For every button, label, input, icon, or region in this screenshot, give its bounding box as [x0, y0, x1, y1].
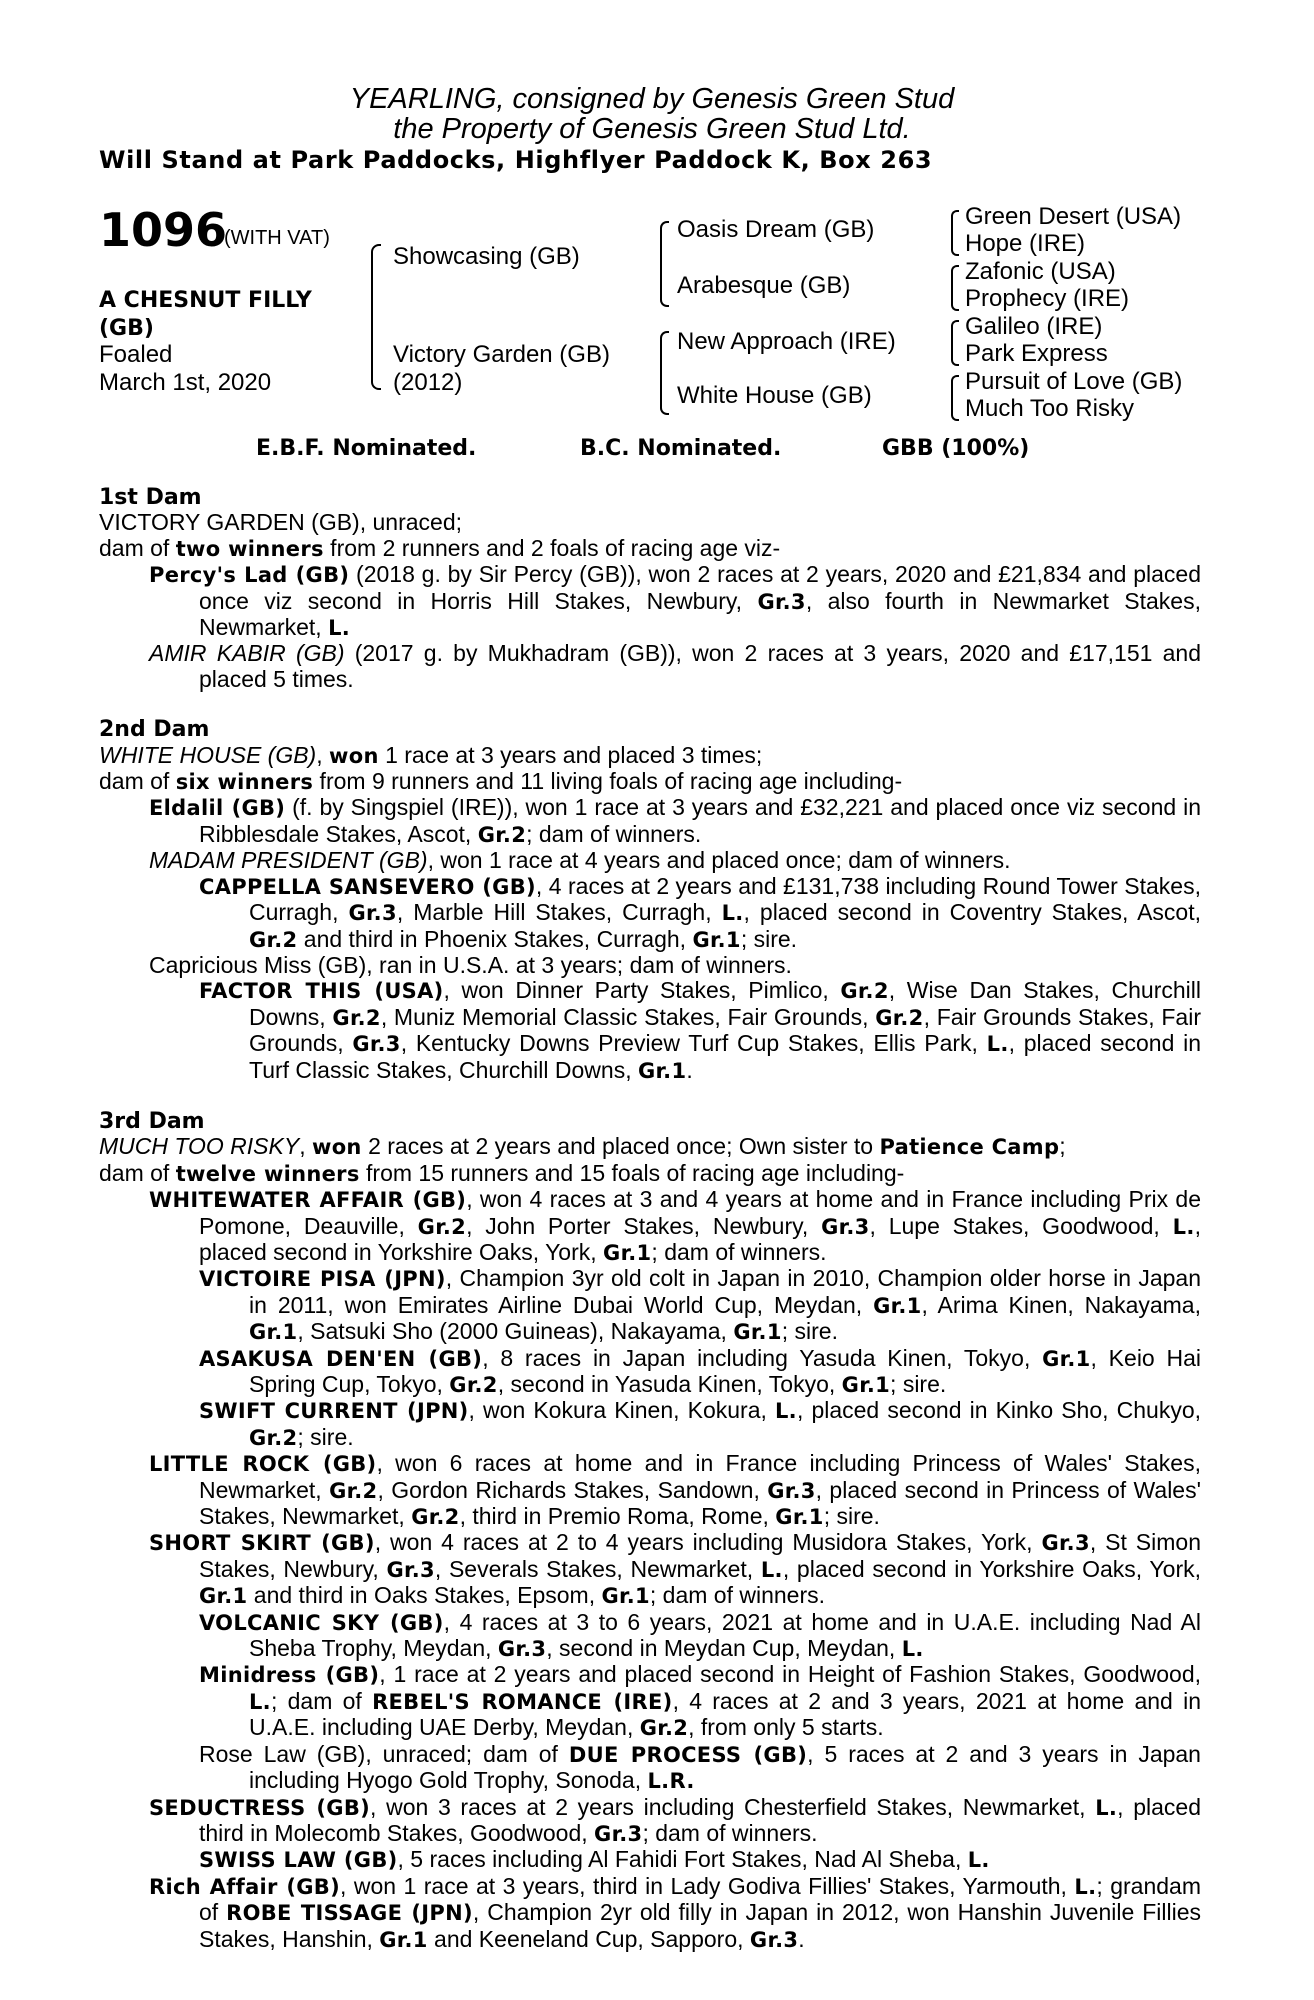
- text-run: ; grandam of: [199, 1872, 1201, 1926]
- bold-text: 2nd Dam: [99, 717, 210, 743]
- bold-text: L.: [986, 1032, 1009, 1057]
- italic-text: MADAM PRESIDENT (GB): [149, 847, 428, 874]
- bold-text: Gr.3: [757, 589, 806, 614]
- progeny-entry: [99, 953, 1201, 978]
- text-run: VICTORY GARDEN (GB), unraced;: [99, 509, 463, 536]
- text-run: , third in Premio Roma, Rome,: [459, 1503, 776, 1530]
- pedigree-sire-dam: Arabesque (GB): [677, 272, 851, 299]
- descendant-entry: [99, 1662, 1201, 1741]
- bold-text: DUE PROCESS (GB): [568, 1742, 808, 1767]
- text-run: ;: [1059, 1133, 1066, 1160]
- bold-text: L.: [328, 616, 351, 641]
- pedigree-g3: Zafonic (USA): [965, 258, 1116, 285]
- pedigree-g6: Park Express: [965, 340, 1108, 367]
- text-run: ,: [299, 1133, 312, 1160]
- pedigree-g8: Much Too Risky: [965, 395, 1134, 422]
- progeny-entry: [99, 1187, 1201, 1266]
- progeny-entry: [99, 1795, 1201, 1848]
- text-run: and Keeneland Cup, Sapporo,: [427, 1925, 750, 1952]
- bold-text: Gr.3: [348, 901, 397, 926]
- progeny-entry: [99, 848, 1201, 873]
- italic-text: WHITE HOUSE (GB): [99, 741, 317, 768]
- text-run: from 2 runners and 2 foals of racing age viz-: [323, 534, 781, 561]
- foaled-label: Foaled: [99, 341, 173, 368]
- text-run: Capricious Miss (GB), ran in U.S.A. at 3 years; dam of winners.: [149, 951, 792, 978]
- bold-text: Gr.3: [1041, 1531, 1090, 1556]
- text-run: and third in Oaks Stakes, Epsom,: [247, 1582, 602, 1609]
- italic-text: MUCH TOO RISKY: [99, 1133, 300, 1160]
- bold-text: Gr.2: [875, 1005, 924, 1030]
- pedigree-g2: Hope (IRE): [965, 230, 1086, 257]
- text-run: , Champion 2yr old filly in Japan in 2012, won Hanshin Juvenile Fillies Stakes, Hanshin,: [199, 1899, 1201, 1952]
- progeny-entry: [99, 1530, 1201, 1609]
- bold-text: L.: [721, 901, 744, 926]
- text-run: ,: [316, 741, 330, 768]
- pedigree-sire: Showcasing (GB): [393, 243, 580, 270]
- text-run: , won 1 race at 4 years and placed once; dam of winners.: [427, 847, 1011, 874]
- bold-text: REBEL'S ROMANCE (IRE): [372, 1689, 673, 1714]
- bold-text: Gr.3: [352, 1032, 401, 1057]
- text-run: ; sire.: [297, 1423, 354, 1450]
- bold-text: Gr.1: [379, 1927, 428, 1952]
- catalogue-body: [99, 485, 1201, 1953]
- text-run: , 1 race at 2 years and placed second in Height of Fashion Stakes, Goodwood,: [379, 1661, 1202, 1688]
- bold-text: Gr.1: [775, 1505, 824, 1530]
- dam-record: [99, 536, 1201, 562]
- text-run: , Lupe Stakes, Goodwood,: [869, 1212, 1173, 1239]
- pedigree-brace-g1: [951, 210, 959, 256]
- bold-text: won: [329, 743, 379, 768]
- text-run: ; dam of: [270, 1687, 373, 1714]
- text-run: ; sire.: [740, 925, 798, 952]
- text-run: , St Simon Stakes, Newbury,: [199, 1529, 1201, 1582]
- text-run: dam of: [99, 768, 176, 795]
- bold-text: Gr.2: [477, 822, 527, 847]
- descendant-entry: [99, 1266, 1201, 1345]
- text-run: and third in Phoenix Stakes, Curragh,: [297, 925, 693, 952]
- bold-text: Gr.1: [601, 1584, 650, 1609]
- italic-text: AMIR KABIR (GB): [149, 640, 345, 667]
- text-run: ; sire.: [781, 1318, 838, 1345]
- section-heading: [99, 1109, 1201, 1134]
- text-run: , Satsuki Sho (2000 Guineas), Nakayama,: [297, 1318, 734, 1345]
- bold-text: LITTLE ROCK (GB): [149, 1452, 377, 1477]
- bold-text: Gr.1: [841, 1373, 891, 1397]
- pedigree-dam: Victory Garden (GB): [393, 341, 610, 368]
- text-run: , Keio Hai Spring Cup, Tokyo,: [249, 1344, 1202, 1397]
- lot-number: 1096: [99, 203, 228, 257]
- property-line: the Property of Genesis Green Stud Ltd.: [393, 113, 911, 145]
- text-run: , John Porter Stakes, Newbury,: [466, 1212, 822, 1239]
- bc-nomination: B.C. Nominated.: [580, 436, 782, 461]
- text-run: 2 races at 2 years and placed once; Own sister to: [361, 1133, 880, 1160]
- progeny-entry: [99, 1451, 1201, 1530]
- bold-text: L.R.: [647, 1769, 695, 1794]
- text-run: ; dam of winners.: [526, 820, 702, 847]
- bold-text: twelve winners: [175, 1161, 360, 1186]
- bold-text: Minidress (GB): [199, 1663, 380, 1688]
- bold-text: Gr.2: [329, 1478, 378, 1503]
- dam-record: [99, 769, 1201, 795]
- descendant-entry: [99, 1610, 1201, 1663]
- text-run: , placed second in Kinko Sho, Chukyo,: [796, 1397, 1202, 1424]
- consignor-line: YEARLING, consigned by Genesis Green Stud: [349, 83, 955, 115]
- text-run: , won Dinner Party Stakes, Pimlico,: [443, 977, 841, 1004]
- text-run: , placed second in Coventry Stakes, Ascot,: [743, 899, 1201, 926]
- text-run: , 4 races at 2 years and £131,738 including Round Tower Stakes, Curragh,: [249, 872, 1201, 926]
- text-run: , Kentucky Downs Preview Turf Cup Stakes, Ellis Park,: [400, 1030, 987, 1057]
- text-run: , won 3 races at 2 years including Chesterfield Stakes, Newmarket,: [370, 1793, 1096, 1820]
- bold-text: Gr.3: [594, 1821, 643, 1846]
- text-run: , won Kokura Kinen, Kokura,: [468, 1397, 775, 1424]
- pedigree-g5: Galileo (IRE): [965, 313, 1103, 340]
- bold-text: Rich Affair (GB): [149, 1874, 341, 1899]
- bold-text: six winners: [175, 770, 314, 795]
- text-run: ; sire.: [890, 1371, 947, 1397]
- dam-record: [99, 1161, 1201, 1187]
- bold-text: VICTOIRE PISA (JPN): [199, 1267, 446, 1292]
- text-run: , won 4 races at 2 to 4 years including Musidora Stakes, York,: [374, 1529, 1042, 1556]
- text-run: , won 4 races at 3 and 4 years at home and in France including Prix de Pomone, Deauville,: [199, 1186, 1201, 1239]
- bold-text: Gr.2: [417, 1214, 467, 1239]
- bold-text: Gr.3: [386, 1557, 435, 1582]
- pedigree-brace-g2: [951, 265, 959, 311]
- bold-text: SEDUCTRESS (GB): [149, 1795, 371, 1820]
- text-run: , 5 races including Al Fahidi Fort Stakes, Nad Al Sheba,: [397, 1846, 968, 1873]
- bold-text: Gr.1: [603, 1240, 652, 1265]
- bold-text: ROBE TISSAGE (JPN): [226, 1901, 473, 1926]
- text-run: from 9 runners and 11 living foals of racing age including-: [313, 768, 903, 795]
- pedigree-brace-dam: [660, 331, 669, 415]
- bold-text: L.: [967, 1848, 990, 1873]
- descendant-entry: [99, 874, 1201, 953]
- bold-text: L.: [1172, 1214, 1195, 1239]
- text-run: , from only 5 starts.: [688, 1714, 884, 1741]
- bold-text: Gr.3: [821, 1214, 870, 1239]
- bold-text: VOLCANIC SKY (GB): [199, 1610, 444, 1635]
- progeny-entry: [99, 795, 1201, 848]
- descendant-entry: [99, 1742, 1201, 1795]
- pedigree-sire-sire: Oasis Dream (GB): [677, 216, 875, 243]
- text-run: ; dam of winners.: [649, 1582, 826, 1609]
- text-run: , 5 races at 2 and 3 years in Japan including Hyogo Gold Trophy, Sonoda,: [249, 1740, 1201, 1794]
- text-run: from 15 runners and 15 foals of racing age including-: [359, 1159, 905, 1186]
- text-run: ; dam of winners.: [651, 1238, 827, 1265]
- text-run: , Arima Kinen, Nakayama,: [921, 1291, 1201, 1318]
- bold-text: Gr.2: [411, 1505, 460, 1530]
- text-run: , placed second in Yorkshire Oaks, York,: [199, 1212, 1201, 1265]
- bold-text: Eldalil (GB): [149, 796, 286, 821]
- pedigree-brace-main: [371, 244, 381, 390]
- foaled-date: March 1st, 2020: [99, 369, 272, 396]
- bold-text: SWISS LAW (GB): [199, 1848, 398, 1873]
- ebf-nomination: E.B.F. Nominated.: [256, 436, 477, 461]
- text-run: , 4 races at 2 and 3 years, 2021 at home and in U.A.E. including UAE Derby, Meydan,: [249, 1687, 1201, 1741]
- bold-text: WHITEWATER AFFAIR (GB): [149, 1188, 467, 1213]
- dam-record: [99, 1134, 1201, 1160]
- text-run: Rose Law (GB), unraced; dam of: [199, 1740, 569, 1767]
- section-gap: [99, 692, 1201, 717]
- pedigree-dam-sire: New Approach (IRE): [677, 328, 896, 355]
- progeny-entry: [99, 641, 1201, 692]
- bold-text: Gr.3: [767, 1478, 816, 1503]
- text-run: (2018 g. by Sir Percy (GB)), won 2 races at 2 years, 2020 and £21,834 and placed once viz second in Horris Hill Stakes, Newbury,: [199, 561, 1201, 614]
- descendant-entry: [99, 1398, 1201, 1451]
- dam-record: [99, 510, 1201, 535]
- text-run: , Fair Grounds Stakes, Fair Grounds,: [249, 1003, 1201, 1057]
- bold-text: Gr.2: [449, 1373, 498, 1397]
- text-run: ; sire.: [823, 1503, 880, 1530]
- bold-text: Gr.2: [332, 1005, 381, 1030]
- text-run: (2017 g. by Mukhadram (GB)), won 2 races at 3 years, 2020 and £17,151 and placed 5 times.: [199, 640, 1201, 692]
- text-run: 1 race at 3 years and placed 3 times;: [378, 741, 763, 768]
- bold-text: Gr.2: [249, 927, 298, 952]
- text-run: .: [798, 1925, 805, 1952]
- bold-text: L.: [249, 1689, 271, 1714]
- bold-text: L.: [774, 1399, 797, 1424]
- text-run: , Severals Stakes, Newmarket,: [434, 1555, 761, 1582]
- bold-text: SWIFT CURRENT (JPN): [199, 1399, 469, 1424]
- lot-description-suffix: (GB): [99, 316, 154, 341]
- progeny-entry: [99, 1874, 1201, 1953]
- section-heading: [99, 485, 1201, 510]
- descendant-entry: [99, 978, 1201, 1084]
- vat-label: (WITH VAT): [224, 227, 330, 249]
- pedigree-dam-dam: White House (GB): [677, 382, 872, 409]
- bold-text: Gr.1: [249, 1320, 298, 1345]
- text-run: , Champion 3yr old colt in Japan in 2010, Champion older horse in Japan in 2011, won Emirates Airline Dubai World Cup, Meydan,: [249, 1265, 1201, 1318]
- lot-description: A CHESNUT FILLY: [99, 288, 312, 313]
- bold-text: Percy's Lad (GB): [149, 563, 350, 588]
- text-run: , Marble Hill Stakes, Curragh,: [396, 899, 722, 926]
- bold-text: Gr.1: [199, 1584, 248, 1609]
- text-run: , Wise Dan Stakes, Churchill Downs,: [249, 977, 1201, 1030]
- text-run: , Muniz Memorial Classic Stakes, Fair Grounds,: [380, 1003, 876, 1030]
- bold-text: Gr.3: [749, 1927, 799, 1952]
- text-run: , 8 races in Japan including Yasuda Kinen, Tokyo,: [482, 1344, 1043, 1371]
- gbb-status: GBB (100%): [882, 436, 1030, 461]
- bold-text: Gr.2: [639, 1716, 689, 1741]
- pedigree-dam-year: (2012): [393, 369, 463, 396]
- text-run: , won 6 races at home and in France including Princess of Wales' Stakes, Newmarket,: [199, 1450, 1201, 1503]
- bold-text: Gr.2: [840, 979, 889, 1004]
- text-run: , placed second in Yorkshire Oaks, York,: [782, 1555, 1201, 1582]
- text-run: , won 1 race at 3 years, third in Lady Godiva Fillies' Stakes, Yarmouth,: [340, 1872, 1075, 1899]
- bold-text: FACTOR THIS (USA): [199, 979, 444, 1004]
- descendant-entry: [99, 1346, 1201, 1399]
- bold-text: CAPPELLA SANSEVERO (GB): [199, 874, 536, 899]
- bold-text: 3rd Dam: [99, 1108, 205, 1134]
- bold-text: Gr.1: [873, 1293, 922, 1318]
- section-heading: [99, 717, 1201, 742]
- bold-text: Gr.1: [692, 927, 741, 952]
- bold-text: won: [312, 1135, 362, 1160]
- bold-text: Gr.1: [637, 1058, 687, 1083]
- text-run: dam of: [99, 1159, 176, 1186]
- text-run: , placed third in Molecomb Stakes, Goodwood,: [199, 1793, 1201, 1846]
- pedigree-g1: Green Desert (USA): [965, 203, 1182, 230]
- bold-text: SHORT SKIRT (GB): [149, 1531, 375, 1556]
- bold-text: L.: [1095, 1795, 1118, 1820]
- text-run: , second in Yasuda Kinen, Tokyo,: [497, 1371, 842, 1397]
- text-run: dam of: [99, 534, 176, 561]
- bold-text: L.: [901, 1637, 924, 1662]
- text-run: ; dam of winners.: [642, 1819, 818, 1846]
- pedigree-brace-sire: [660, 221, 669, 307]
- dam-record: [99, 743, 1201, 769]
- descendant-entry: [99, 1847, 1201, 1873]
- text-run: , placed second in Princess of Wales' Stakes, Newmarket,: [199, 1476, 1201, 1530]
- text-run: , second in Meydan Cup, Meydan,: [546, 1635, 902, 1662]
- bold-text: 1st Dam: [99, 485, 202, 510]
- text-run: , placed second in Turf Classic Stakes, Churchill Downs,: [249, 1030, 1202, 1083]
- bold-text: L.: [1074, 1874, 1097, 1899]
- pedigree-g7: Pursuit of Love (GB): [965, 368, 1183, 395]
- text-run: (f. by Singspiel (IRE)), won 1 race at 3 years and £32,221 and placed once viz second in Ribblesdale Stakes, Ascot,: [199, 794, 1201, 847]
- bold-text: Gr.3: [497, 1637, 547, 1662]
- location-line: Will Stand at Park Paddocks, Highflyer Paddock K, Box 263: [99, 146, 933, 174]
- bold-text: ASAKUSA DEN'EN (GB): [199, 1346, 483, 1371]
- section-gap: [99, 1084, 1201, 1109]
- pedigree-g4: Prophecy (IRE): [965, 285, 1130, 312]
- progeny-entry: [99, 562, 1201, 641]
- bold-text: Gr.2: [249, 1425, 298, 1450]
- bold-text: Gr.1: [1042, 1346, 1091, 1371]
- pedigree-brace-g4: [951, 375, 959, 421]
- text-run: , also fourth in Newmarket Stakes, Newmarket,: [199, 587, 1201, 641]
- bold-text: two winners: [175, 536, 324, 561]
- bold-text: Patience Camp: [879, 1135, 1060, 1160]
- text-run: .: [686, 1056, 693, 1083]
- text-run: , 4 races at 3 to 6 years, 2021 at home and in U.A.E. including Nad Al Sheba Trophy, Meydan,: [249, 1608, 1201, 1662]
- text-run: , Gordon Richards Stakes, Sandown,: [377, 1476, 768, 1503]
- bold-text: L.: [760, 1557, 783, 1582]
- pedigree-brace-g3: [951, 320, 959, 366]
- bold-text: Gr.1: [733, 1320, 782, 1345]
